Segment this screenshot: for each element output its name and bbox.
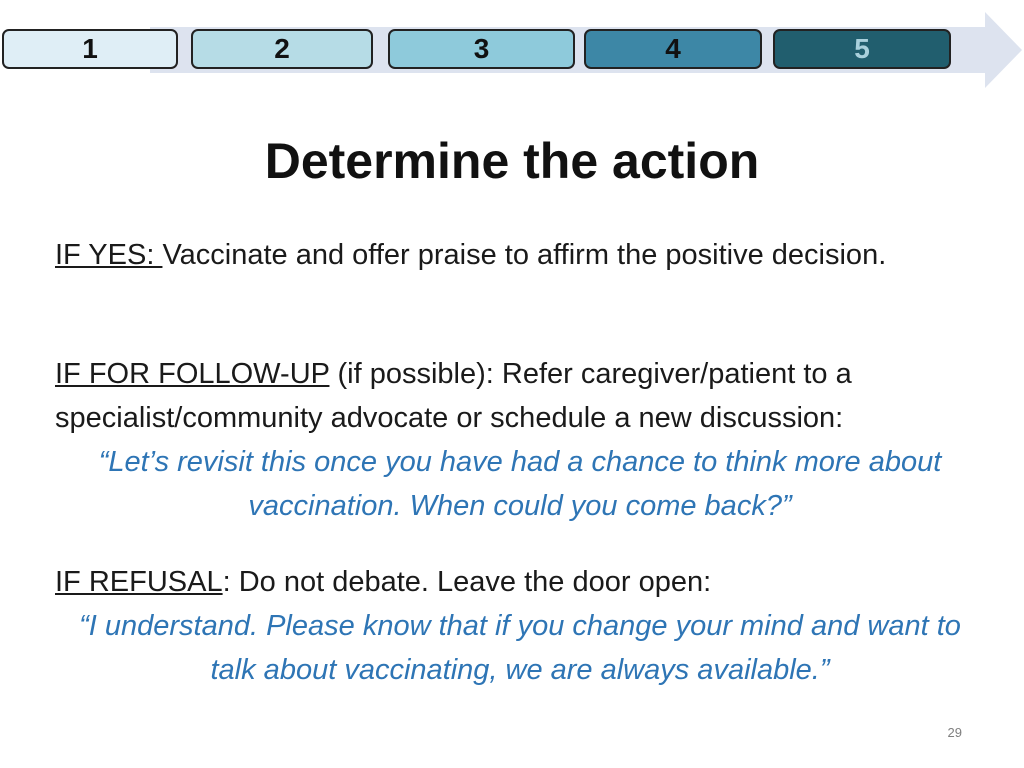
if-refusal-text: : Do not debate. Leave the door open: [222,566,712,598]
step-1: 1 [2,29,178,69]
step-progress-bar [0,10,1024,90]
step-3: 3 [388,29,575,69]
if-follow-up-text: (if possible): Refer caregiver/patient to a specialist/community advocate or schedule a new discussion: [55,358,852,434]
if-yes-paragraph [55,233,985,277]
refusal-quote: “I understand. Please know that if you change your mind and want to talk about vaccinating, we are always available.” [79,610,961,686]
step-2: 2 [191,29,373,69]
follow-up-quote: “Let’s revisit this once you have had a chance to think more about vaccination. When could you come back?” [98,446,942,522]
if-follow-up-paragraph [55,352,985,528]
page-number: 29 [947,725,962,740]
step-4: 4 [584,29,762,69]
if-refusal-label: IF REFUSAL [55,566,223,598]
if-yes-text: Vaccinate and offer praise to affirm the positive decision. [162,239,887,271]
if-yes-label: IF YES: [55,239,163,271]
if-refusal-paragraph [55,560,985,692]
if-follow-up-label: IF FOR FOLLOW-UP [55,358,330,390]
step-5-current: 5 [773,29,951,69]
slide-title: Determine the action [264,133,760,189]
